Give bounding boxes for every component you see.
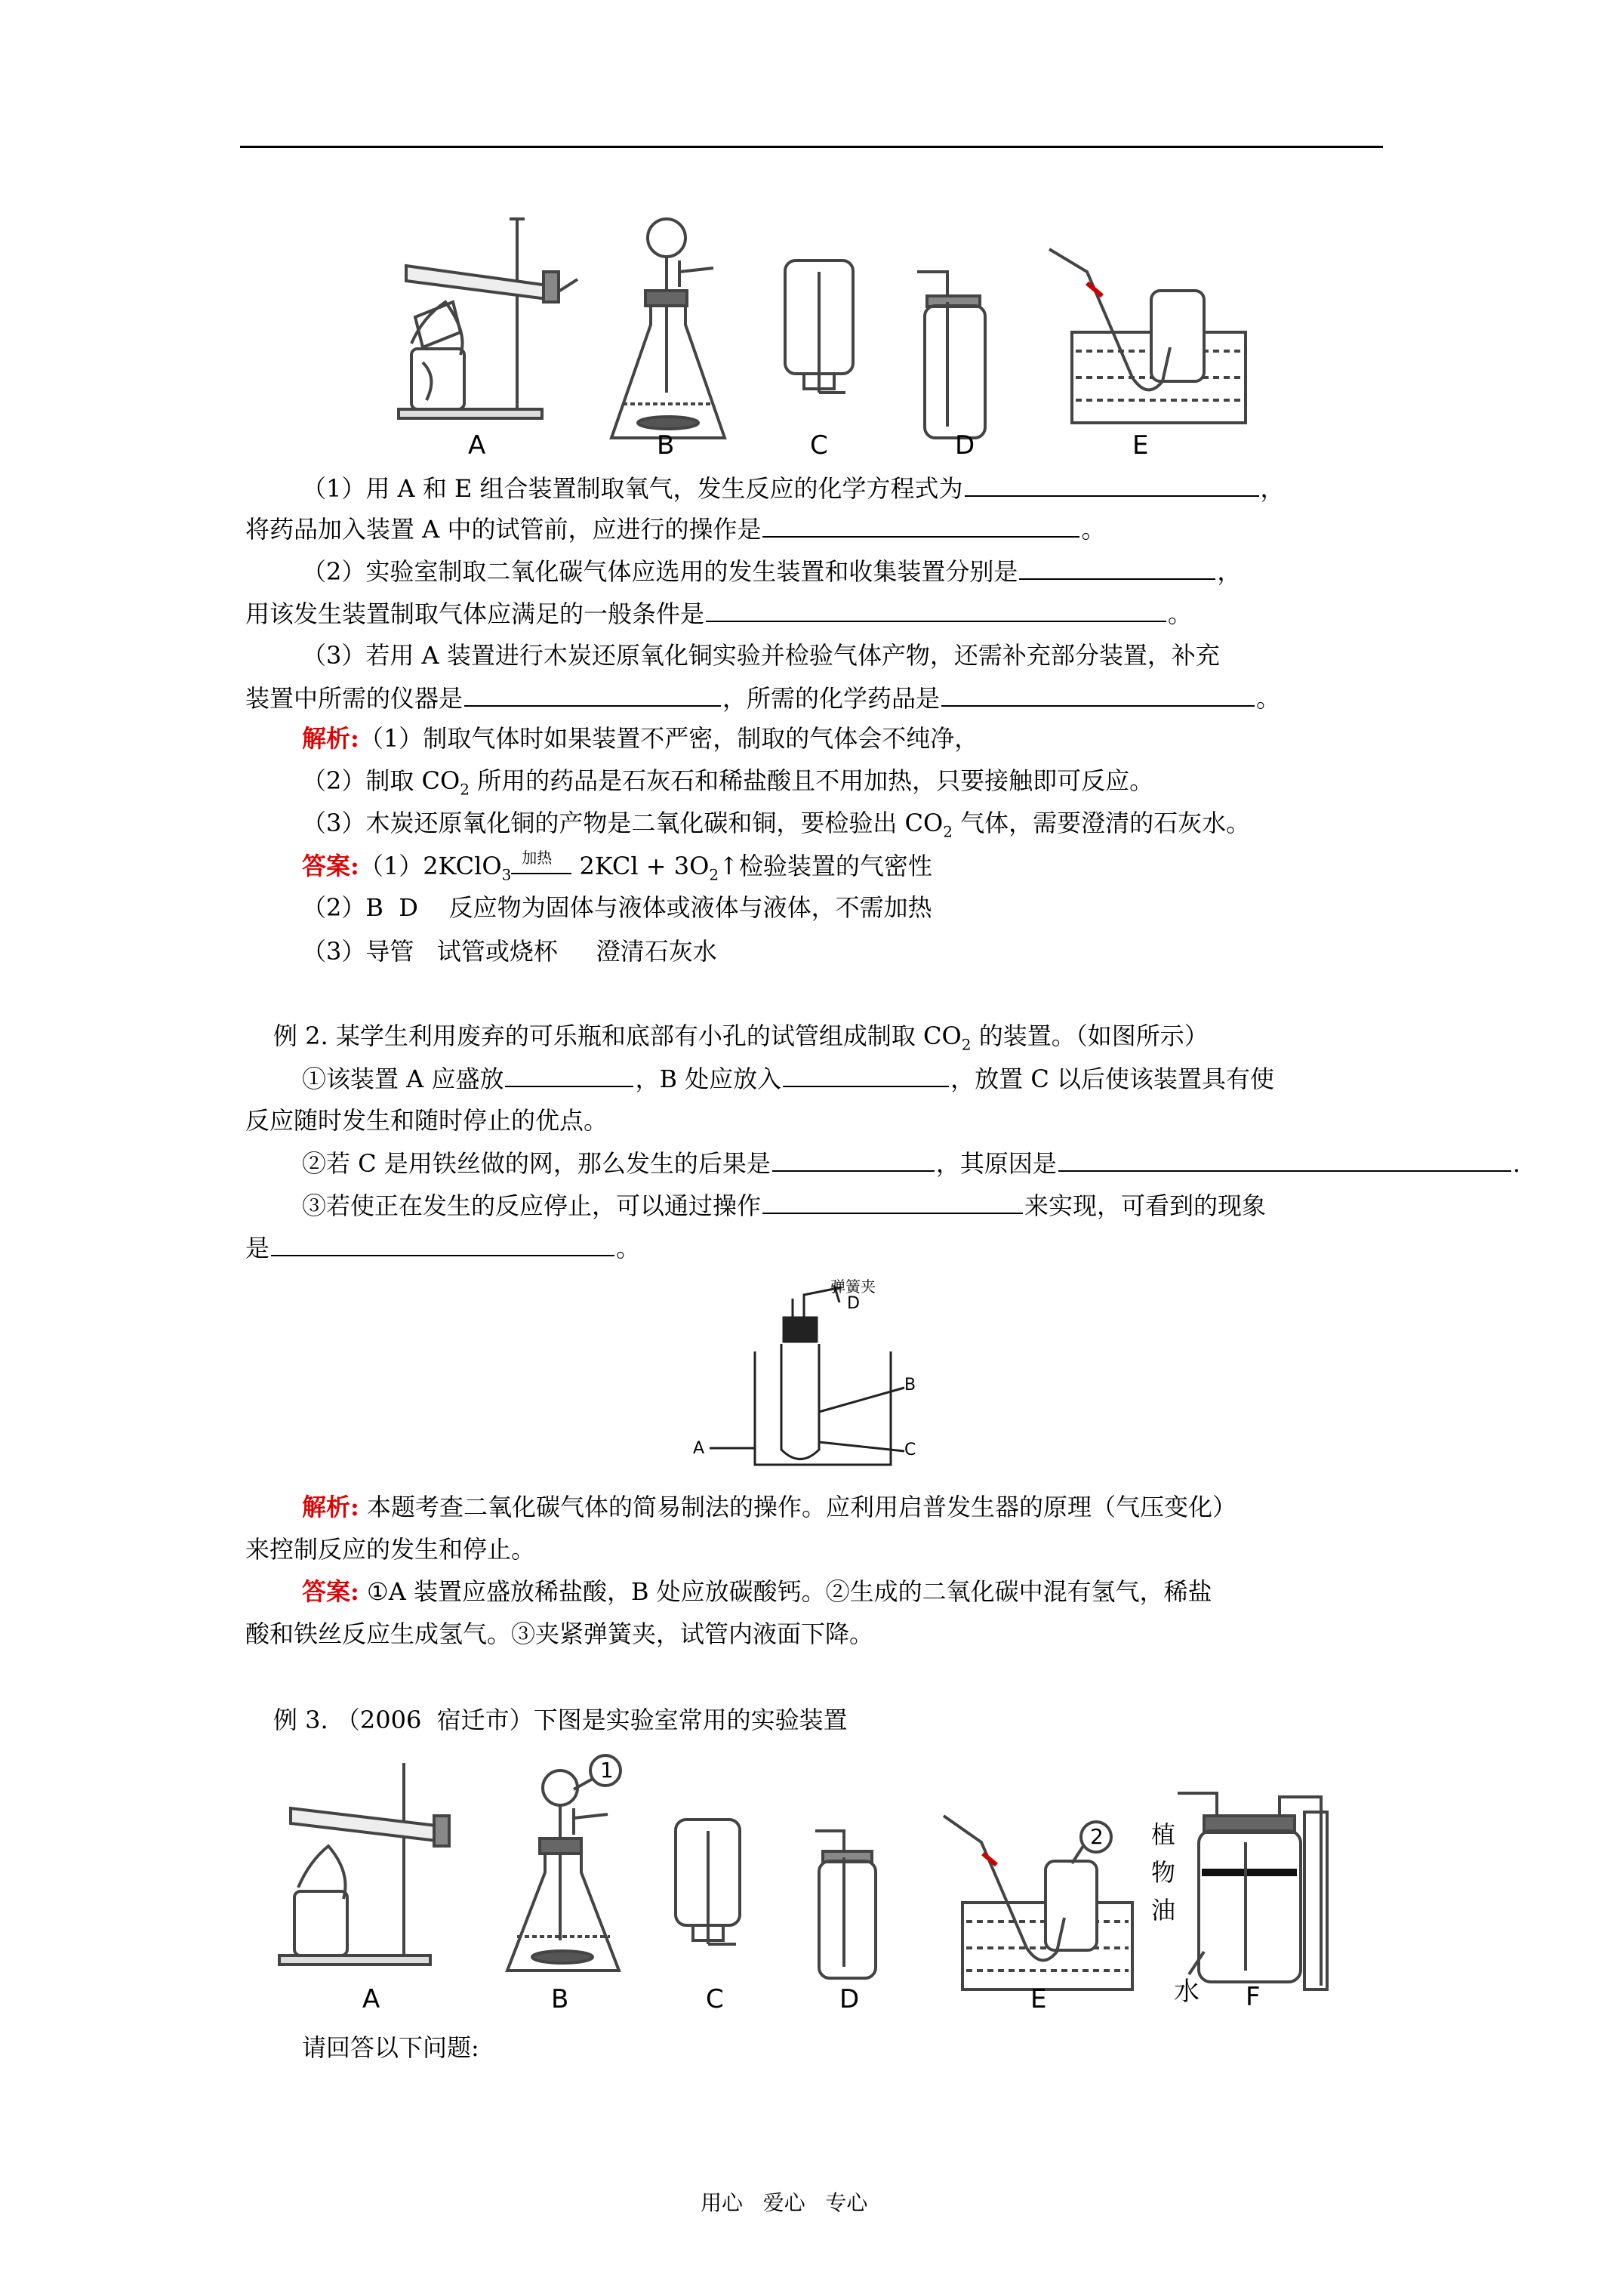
ex2-q3-line1: ③若使正在发生的反应停止，可以通过操作 来实现，可看到的现象	[302, 1191, 1267, 1220]
analysis1-line3: （3）木炭还原氧化铜的产物是二氧化碳和铜，要检验出 $CO_2$ 气体，需要澄清的石灰水。	[302, 809, 1251, 841]
ex2-analysis-line1: 解析: 本题考查二氧化碳气体的简易制法的操作。应利用启普发生器的原理（气压变化）	[302, 1493, 1237, 1521]
ex2-analysis-line2: 来控制反应的发生和停止。	[245, 1535, 536, 1564]
q1-line6: 装置中所需的仪器是 ，所需的化学药品是 。	[245, 684, 1281, 713]
ex2-label-clip: 弹簧夹	[830, 1277, 876, 1296]
analysis1-line1: 解析:（1）制取气体时如果装置不严密，制取的气体会不纯净，	[302, 724, 979, 753]
ex2-q1-line1: ①该装置 A 应盛放 ，B 处应放入 ，放置 C 以后使该装置具有使	[302, 1065, 1275, 1093]
fig1-label-c: C	[810, 430, 828, 461]
fig1-label-e: E	[1132, 430, 1149, 461]
ex2-label-b: B	[904, 1376, 916, 1395]
q1-line3: （2）实验室制取二氧化碳气体应选用的发生装置和收集装置分别是 ，	[302, 557, 1242, 586]
ex3-label-f: F	[1246, 1982, 1261, 2012]
ex3-oil-label-3: 油	[1151, 1896, 1176, 1925]
ex3-label-a: A	[362, 1984, 380, 2014]
answer1-line3: （3）导管 试管或烧杯 澄清石灰水	[302, 937, 717, 966]
ex2-answer-line1: 答案: ①A 装置应盛放稀盐酸，B 处应放碳酸钙。②生成的二氧化碳中混有氢气，稀盐	[302, 1577, 1212, 1606]
ex2-title: 例 2. 某学生利用废弃的可乐瓶和底部有小孔的试管组成制取 $CO_2$ 的装置。（如图所示）	[273, 1022, 1209, 1054]
q1-line5: （3）若用 A 装置进行木炭还原氧化铜实验并检验气体产物，还需补充部分装置，补充	[302, 641, 1220, 670]
ex3-label-b: B	[551, 1984, 569, 2014]
ex2-label-c: C	[904, 1441, 916, 1459]
q1-line4: 用该发生装置制取气体应满足的一般条件是 。	[245, 599, 1193, 628]
fig1-label-a: A	[468, 430, 486, 461]
answer1-line2: （2）B D 反应物为固体与液体或液体与液体，不需加热	[302, 893, 932, 922]
ex3-circle-1-label: 1	[600, 1758, 614, 1783]
ex3-prompt: 请回答以下问题:	[302, 2033, 479, 2062]
answer1-line1: 答案:（1）2KClO$_3$ 加热 $2KCl + 3O_2↑$检验装置的气密性	[302, 849, 932, 884]
fig1-label-b: B	[657, 430, 675, 461]
analysis1-line2: （2）制取 $CO_2$ 所用的药品是石灰石和稀盐酸且不用加热，只要接触即可反应。	[302, 766, 1154, 799]
ex3-oil-label-2: 物	[1151, 1858, 1176, 1887]
ex2-q1-line2: 反应随时发生和随时停止的优点。	[245, 1106, 608, 1135]
ex3-circle-2-label: 2	[1090, 1824, 1104, 1849]
q1-line1: （1）用 A 和 E 组合装置制取氧气，发生反应的化学方程式为 ，	[302, 474, 1285, 503]
ex2-label-d: D	[847, 1294, 860, 1313]
q1-line2: 将药品加入装置 A 中的试管前，应进行的操作是 。	[245, 515, 1106, 544]
ex3-label-e: E	[1030, 1984, 1047, 2014]
ex3-water-label: 水	[1174, 1977, 1200, 2007]
page-footer: 用心 爱心 专心	[701, 2190, 868, 2215]
fig1-label-d: D	[955, 430, 975, 461]
ex3-title: 例 3. （2006 宿迁市）下图是实验室常用的实验装置	[273, 1706, 848, 1734]
ex2-q3-line2: 是 。	[245, 1234, 641, 1262]
ex3-oil-label-1: 植	[1151, 1820, 1176, 1849]
ex3-label-c: C	[706, 1984, 724, 2014]
ex2-label-a: A	[693, 1439, 705, 1458]
heat-arrow: 加热	[511, 850, 571, 874]
ex2-answer-line2: 酸和铁丝反应生成氢气。③夹紧弹簧夹，试管内液面下降。	[245, 1620, 874, 1648]
ex2-q2: ②若 C 是用铁丝做的网，那么发生的后果是 ，其原因是 .	[302, 1149, 1521, 1178]
ex3-label-d: D	[839, 1984, 860, 2014]
